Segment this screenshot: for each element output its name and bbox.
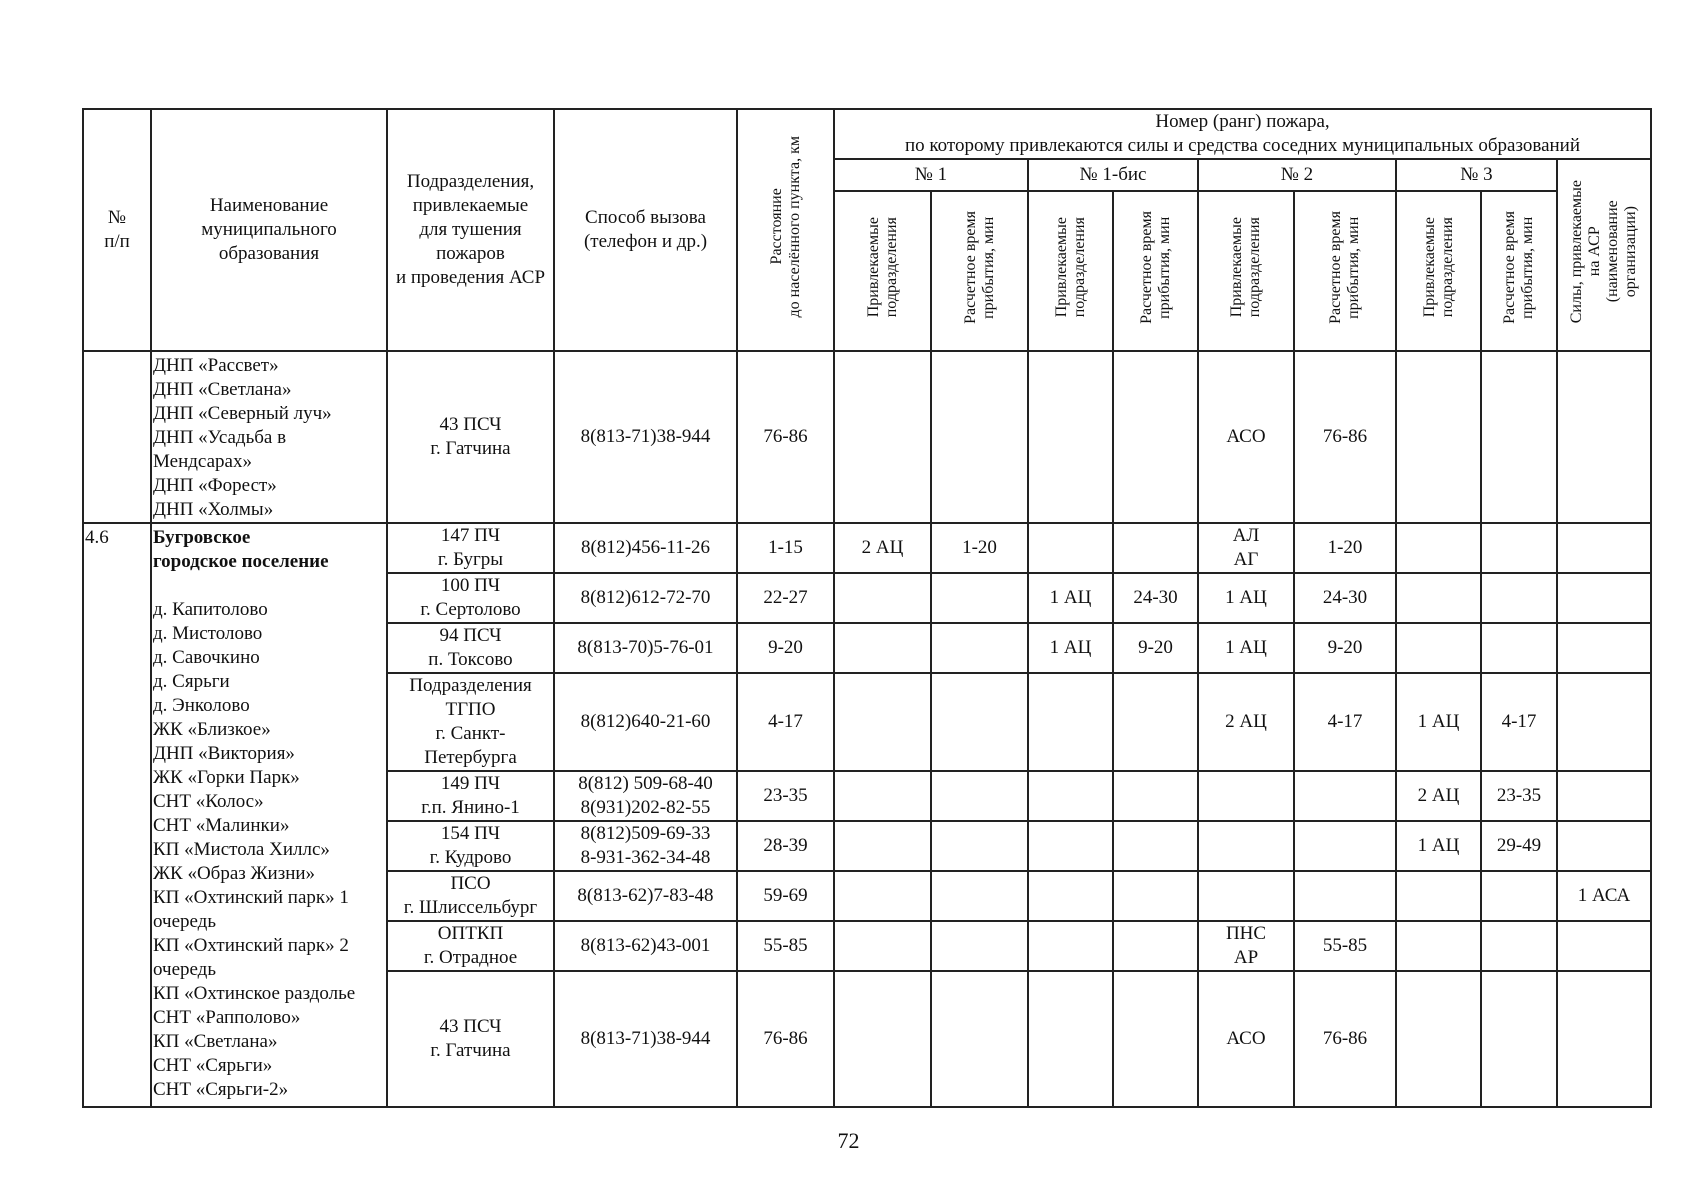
r2-time-cell: [1294, 871, 1396, 921]
r1b-units-cell: 1 АЦ: [1028, 573, 1113, 623]
r1-time-cell: [931, 573, 1028, 623]
table-row: [83, 523, 1651, 573]
header-rank-1: № 1: [834, 159, 1028, 191]
header-rank-2: № 2: [1198, 159, 1396, 191]
asr-cell: [1557, 821, 1651, 871]
header-call-method: Способ вызова (телефон и др.): [554, 109, 737, 351]
asr-cell: [1557, 971, 1651, 1107]
unit-cell: 149 ПЧ г.п. Янино-1: [387, 771, 554, 821]
settlement-name: д. Энколово: [153, 695, 250, 716]
settlement-name: очередь: [153, 911, 217, 932]
settlement-name: ДНП «Усадьба в: [153, 427, 287, 448]
r2-units-cell: АСО: [1198, 971, 1294, 1107]
r3-units-cell: [1396, 623, 1481, 673]
r1-time-cell: [931, 351, 1028, 523]
r2-units-cell: [1198, 871, 1294, 921]
r2-time-cell: 24-30: [1294, 573, 1396, 623]
r1-time-cell: [931, 921, 1028, 971]
unit-cell: 147 ПЧ г. Бугры: [387, 523, 554, 573]
r2-units-cell: АЛ АГ: [1198, 523, 1294, 573]
r1-time-cell: [931, 971, 1028, 1107]
settlement-name: ДНП «Форест»: [153, 475, 277, 496]
r1b-units-cell: [1028, 351, 1113, 523]
settlement-name: СНТ «Рапполово»: [153, 1007, 301, 1028]
r2-time-cell: [1294, 771, 1396, 821]
r1b-time-cell: [1113, 821, 1198, 871]
municipality-title: Бугровское городское поселение: [153, 527, 329, 572]
settlement-name: очередь: [153, 959, 217, 980]
r3-units-cell: [1396, 921, 1481, 971]
settlement-name: СНТ «Малинки»: [153, 815, 290, 836]
r2-units-cell: [1198, 771, 1294, 821]
unit-cell: ОПТКП г. Отрадное: [387, 921, 554, 971]
settlement-name: ДНП «Северный луч»: [153, 403, 332, 424]
asr-cell: [1557, 523, 1651, 573]
header-rank-1bis: № 1-бис: [1028, 159, 1198, 191]
r1b-time-cell: [1113, 871, 1198, 921]
r1-units-cell: [834, 623, 931, 673]
phone-cell: 8(812)456-11-26: [554, 523, 737, 573]
phone-cell: 8(813-71)38-944: [554, 971, 737, 1107]
distance-cell: 28-39: [737, 821, 834, 871]
settlement-name: КП «Мистола Хиллс»: [153, 839, 330, 860]
r2-units-cell: ПНС АР: [1198, 921, 1294, 971]
asr-cell: [1557, 921, 1651, 971]
unit-cell: 154 ПЧ г. Кудрово: [387, 821, 554, 871]
settlement-name: СНТ «Сярьги-2»: [153, 1079, 289, 1100]
r1-units-cell: [834, 351, 931, 523]
distance-cell: 22-27: [737, 573, 834, 623]
r3-time-cell: [1481, 523, 1557, 573]
header-r1-units: Привлекаемые подразделения: [834, 191, 931, 351]
unit-cell: 94 ПСЧ п. Токсово: [387, 623, 554, 673]
r2-time-cell: [1294, 821, 1396, 871]
r3-time-cell: [1481, 871, 1557, 921]
settlement-name: ЖК «Близкое»: [153, 719, 271, 740]
r1-units-cell: [834, 921, 931, 971]
phone-cell: 8(812)509-69-33 8-931-362-34-48: [554, 821, 737, 871]
settlement-name: ДНП «Светлана»: [153, 379, 292, 400]
settlement-name: ДНП «Рассвет»: [153, 355, 279, 376]
phone-cell: 8(813-70)5-76-01: [554, 623, 737, 673]
settlement-name: ДНП «Виктория»: [153, 743, 295, 764]
r3-units-cell: [1396, 573, 1481, 623]
header-distance: Расстояние до населённого пункта, км: [737, 109, 834, 351]
r1b-time-cell: [1113, 523, 1198, 573]
settlement-name: КП «Охтинский парк» 1: [153, 887, 349, 908]
asr-cell: [1557, 573, 1651, 623]
page-number: 72: [837, 1128, 860, 1153]
phone-cell: 8(812)612-72-70: [554, 573, 737, 623]
r2-units-cell: 1 АЦ: [1198, 623, 1294, 673]
header-rank-title: Номер (ранг) пожара, по которому привлекаются силы и средства соседних муниципальных образований: [834, 109, 1651, 159]
row-num: [83, 351, 151, 523]
r2-time-cell: 1-20: [1294, 523, 1396, 573]
r3-time-cell: [1481, 623, 1557, 673]
phone-cell: 8(813-62)43-001: [554, 921, 737, 971]
settlement-name: СНТ «Сярьги»: [153, 1055, 273, 1076]
settlement-name: д. Капитолово: [153, 599, 268, 620]
distance-cell: 76-86: [737, 971, 834, 1107]
r2-units-cell: [1198, 821, 1294, 871]
phone-cell: 8(813-71)38-944: [554, 351, 737, 523]
settlement-name: д. Сярьги: [153, 671, 230, 692]
r1b-time-cell: 24-30: [1113, 573, 1198, 623]
settlement-name: ЖК «Образ Жизни»: [153, 863, 316, 884]
r1-units-cell: 2 АЦ: [834, 523, 931, 573]
r1-units-cell: [834, 673, 931, 771]
r1b-units-cell: [1028, 771, 1113, 821]
settlement-name: ЖК «Горки Парк»: [153, 767, 300, 788]
r1b-units-cell: 1 АЦ: [1028, 623, 1113, 673]
header-rank-3: № 3: [1396, 159, 1557, 191]
row-num: 4.6: [83, 523, 151, 1107]
header-r1b-time: Расчетное время прибытия, мин: [1113, 191, 1198, 351]
distance-cell: 23-35: [737, 771, 834, 821]
settlement-name: СНТ «Колос»: [153, 791, 264, 812]
r3-units-cell: [1396, 523, 1481, 573]
r1-time-cell: [931, 623, 1028, 673]
distance-cell: 4-17: [737, 673, 834, 771]
r2-time-cell: 76-86: [1294, 971, 1396, 1107]
header-r1b-units: Привлекаемые подразделения: [1028, 191, 1113, 351]
phone-cell: 8(812)640-21-60: [554, 673, 737, 771]
header-municipality: Наименование муниципального образования: [151, 109, 387, 351]
r1-time-cell: [931, 871, 1028, 921]
unit-cell: 43 ПСЧ г. Гатчина: [387, 971, 554, 1107]
r3-time-cell: [1481, 921, 1557, 971]
r1b-units-cell: [1028, 523, 1113, 573]
r3-time-cell: [1481, 573, 1557, 623]
r1b-units-cell: [1028, 971, 1113, 1107]
r3-time-cell: [1481, 351, 1557, 523]
r3-time-cell: 23-35: [1481, 771, 1557, 821]
header-r2-units: Привлекаемые подразделения: [1198, 191, 1294, 351]
header-r3-time: Расчетное время прибытия, мин: [1481, 191, 1557, 351]
r3-units-cell: 2 АЦ: [1396, 771, 1481, 821]
r1-time-cell: [931, 673, 1028, 771]
r2-time-cell: 55-85: [1294, 921, 1396, 971]
header-r1-time: Расчетное время прибытия, мин: [931, 191, 1028, 351]
r1b-time-cell: 9-20: [1113, 623, 1198, 673]
r1-units-cell: [834, 771, 931, 821]
settlement-name: Мендсарах»: [153, 451, 252, 472]
header-asr: Силы, привлекаемые на АСР (наименование организации): [1557, 159, 1651, 351]
phone-cell: 8(813-62)7-83-48: [554, 871, 737, 921]
r2-units-cell: АСО: [1198, 351, 1294, 523]
asr-cell: [1557, 673, 1651, 771]
settlement-name: ДНП «Холмы»: [153, 499, 274, 520]
asr-cell: [1557, 771, 1651, 821]
distance-cell: 59-69: [737, 871, 834, 921]
settlement-name: КП «Светлана»: [153, 1031, 278, 1052]
unit-cell: Подразделения ТГПО г. Санкт- Петербурга: [387, 673, 554, 771]
header-r3-units: Привлекаемые подразделения: [1396, 191, 1481, 351]
settlement-list: [153, 598, 383, 1102]
header-r2-time: Расчетное время прибытия, мин: [1294, 191, 1396, 351]
r1b-units-cell: [1028, 673, 1113, 771]
settlement-name: КП «Охтинское раздолье: [153, 983, 356, 1004]
table-row: [83, 351, 1651, 523]
r1-time-cell: 1-20: [931, 523, 1028, 573]
asr-cell: [1557, 351, 1651, 523]
settlement-name: д. Савочкино: [153, 647, 260, 668]
settlement-name: КП «Охтинский парк» 2: [153, 935, 349, 956]
r1b-time-cell: [1113, 921, 1198, 971]
header-num: № п/п: [83, 109, 151, 351]
r3-units-cell: 1 АЦ: [1396, 821, 1481, 871]
r1b-units-cell: [1028, 921, 1113, 971]
unit-cell: 100 ПЧ г. Сертолово: [387, 573, 554, 623]
unit-cell: 43 ПСЧ г. Гатчина: [387, 351, 554, 523]
r2-time-cell: 4-17: [1294, 673, 1396, 771]
distance-cell: 76-86: [737, 351, 834, 523]
r3-time-cell: [1481, 971, 1557, 1107]
header-units: Подразделения, привлекаемые для тушения пожаров и проведения АСР: [387, 109, 554, 351]
fire-forces-table: [82, 108, 1652, 1108]
r1-time-cell: [931, 821, 1028, 871]
r2-units-cell: 1 АЦ: [1198, 573, 1294, 623]
r1b-time-cell: [1113, 351, 1198, 523]
r1-units-cell: [834, 971, 931, 1107]
r3-units-cell: [1396, 971, 1481, 1107]
settlement-name: д. Мистолово: [153, 623, 263, 644]
r3-units-cell: 1 АЦ: [1396, 673, 1481, 771]
r2-units-cell: 2 АЦ: [1198, 673, 1294, 771]
r3-units-cell: [1396, 871, 1481, 921]
r3-time-cell: 4-17: [1481, 673, 1557, 771]
r2-time-cell: 76-86: [1294, 351, 1396, 523]
r1b-time-cell: [1113, 673, 1198, 771]
distance-cell: 9-20: [737, 623, 834, 673]
r1-units-cell: [834, 821, 931, 871]
phone-cell: 8(812) 509-68-40 8(931)202-82-55: [554, 771, 737, 821]
asr-cell: [1557, 623, 1651, 673]
r1b-units-cell: [1028, 871, 1113, 921]
unit-cell: ПСО г. Шлиссельбург: [387, 871, 554, 921]
r1b-time-cell: [1113, 971, 1198, 1107]
distance-cell: 55-85: [737, 921, 834, 971]
r2-time-cell: 9-20: [1294, 623, 1396, 673]
municipality-cell: [151, 523, 387, 1107]
r1b-units-cell: [1028, 821, 1113, 871]
r1-units-cell: [834, 573, 931, 623]
r3-units-cell: [1396, 351, 1481, 523]
r1-units-cell: [834, 871, 931, 921]
r1b-time-cell: [1113, 771, 1198, 821]
settlement-list: [151, 351, 387, 523]
r3-time-cell: 29-49: [1481, 821, 1557, 871]
r1-time-cell: [931, 771, 1028, 821]
asr-cell: 1 АСА: [1557, 871, 1651, 921]
distance-cell: 1-15: [737, 523, 834, 573]
